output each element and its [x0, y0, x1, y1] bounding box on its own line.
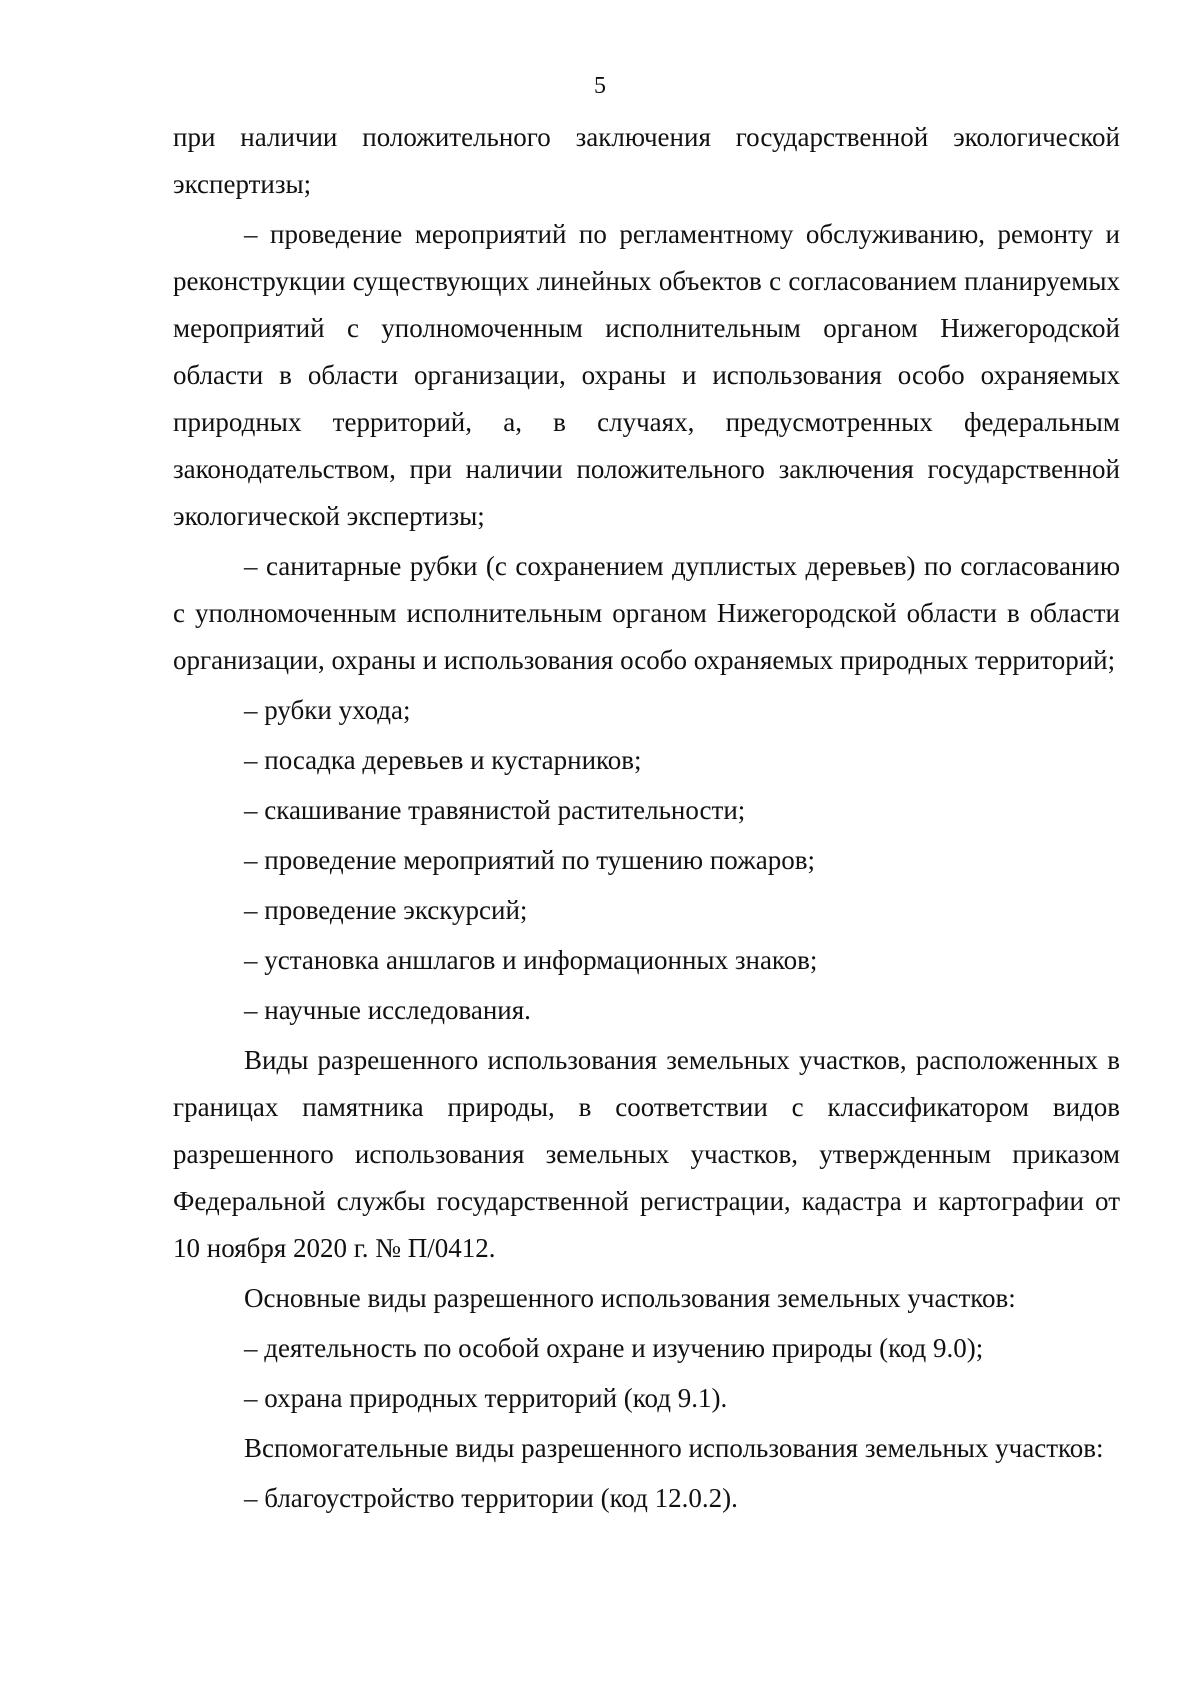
paragraph-linear-objects: – проведение мероприятий по регламентному обслуживанию, ремонту и реконструкции существующих линейных объектов с согласованием планируемых мероприятий с уполномоченным исполнительным органом Нижегородской области в области организации, охраны и использования особо охраняемых природных территорий, а, в случаях, предусмотренных федеральным законодательством, при наличии положительного заключения государственной экологической экспертизы;: [173, 219, 1120, 531]
list-item-research: – научные исследования.: [244, 995, 531, 1025]
document-body: [173, 114, 1120, 1522]
page-number: 5: [594, 73, 606, 99]
list-item-planting: – посадка деревьев и кустарников;: [244, 745, 642, 775]
list-item-landscaping: – благоустройство территории (код 12.0.2).: [244, 1483, 738, 1513]
list-item-excursions: – проведение экскурсий;: [244, 895, 528, 925]
paragraph-auxiliary-land-use-heading: Вспомогательные виды разрешенного использования земельных участков:: [244, 1433, 1104, 1463]
list-item-signs: – установка аншлагов и информационных знаков;: [244, 945, 818, 975]
paragraph-land-use-types: Виды разрешенного использования земельных участков, расположенных в границах памятника природы, в соответствии с классификатором видов разрешенного использования земельных участков, утвержденным приказом Федеральной службы государственной регистрации, кадастра и картографии от 10 ноября 2020 г. № П/0412.: [173, 1045, 1120, 1263]
paragraph-expertise-end: при наличии положительного заключения государственной экологической экспертизы;: [173, 122, 1120, 199]
list-item-mowing: – скашивание травянистой растительности;: [244, 795, 746, 825]
list-item-fire-fighting: – проведение мероприятий по тушению пожаров;: [244, 845, 816, 875]
list-item-nature-protection-study: – деятельность по особой охране и изучению природы (код 9.0);: [244, 1333, 984, 1363]
paragraph-sanitary-felling: – санитарные рубки (с сохранением дуплистых деревьев) по согласованию с уполномоченным исполнительным органом Нижегородской области в области организации, охраны и использования особо охраняемых природных территорий;: [173, 551, 1120, 675]
list-item-care-felling: – рубки ухода;: [244, 695, 411, 725]
paragraph-main-land-use-heading: Основные виды разрешенного использования земельных участков:: [244, 1283, 1016, 1313]
list-item-natural-territories: – охрана природных территорий (код 9.1).: [244, 1383, 728, 1413]
